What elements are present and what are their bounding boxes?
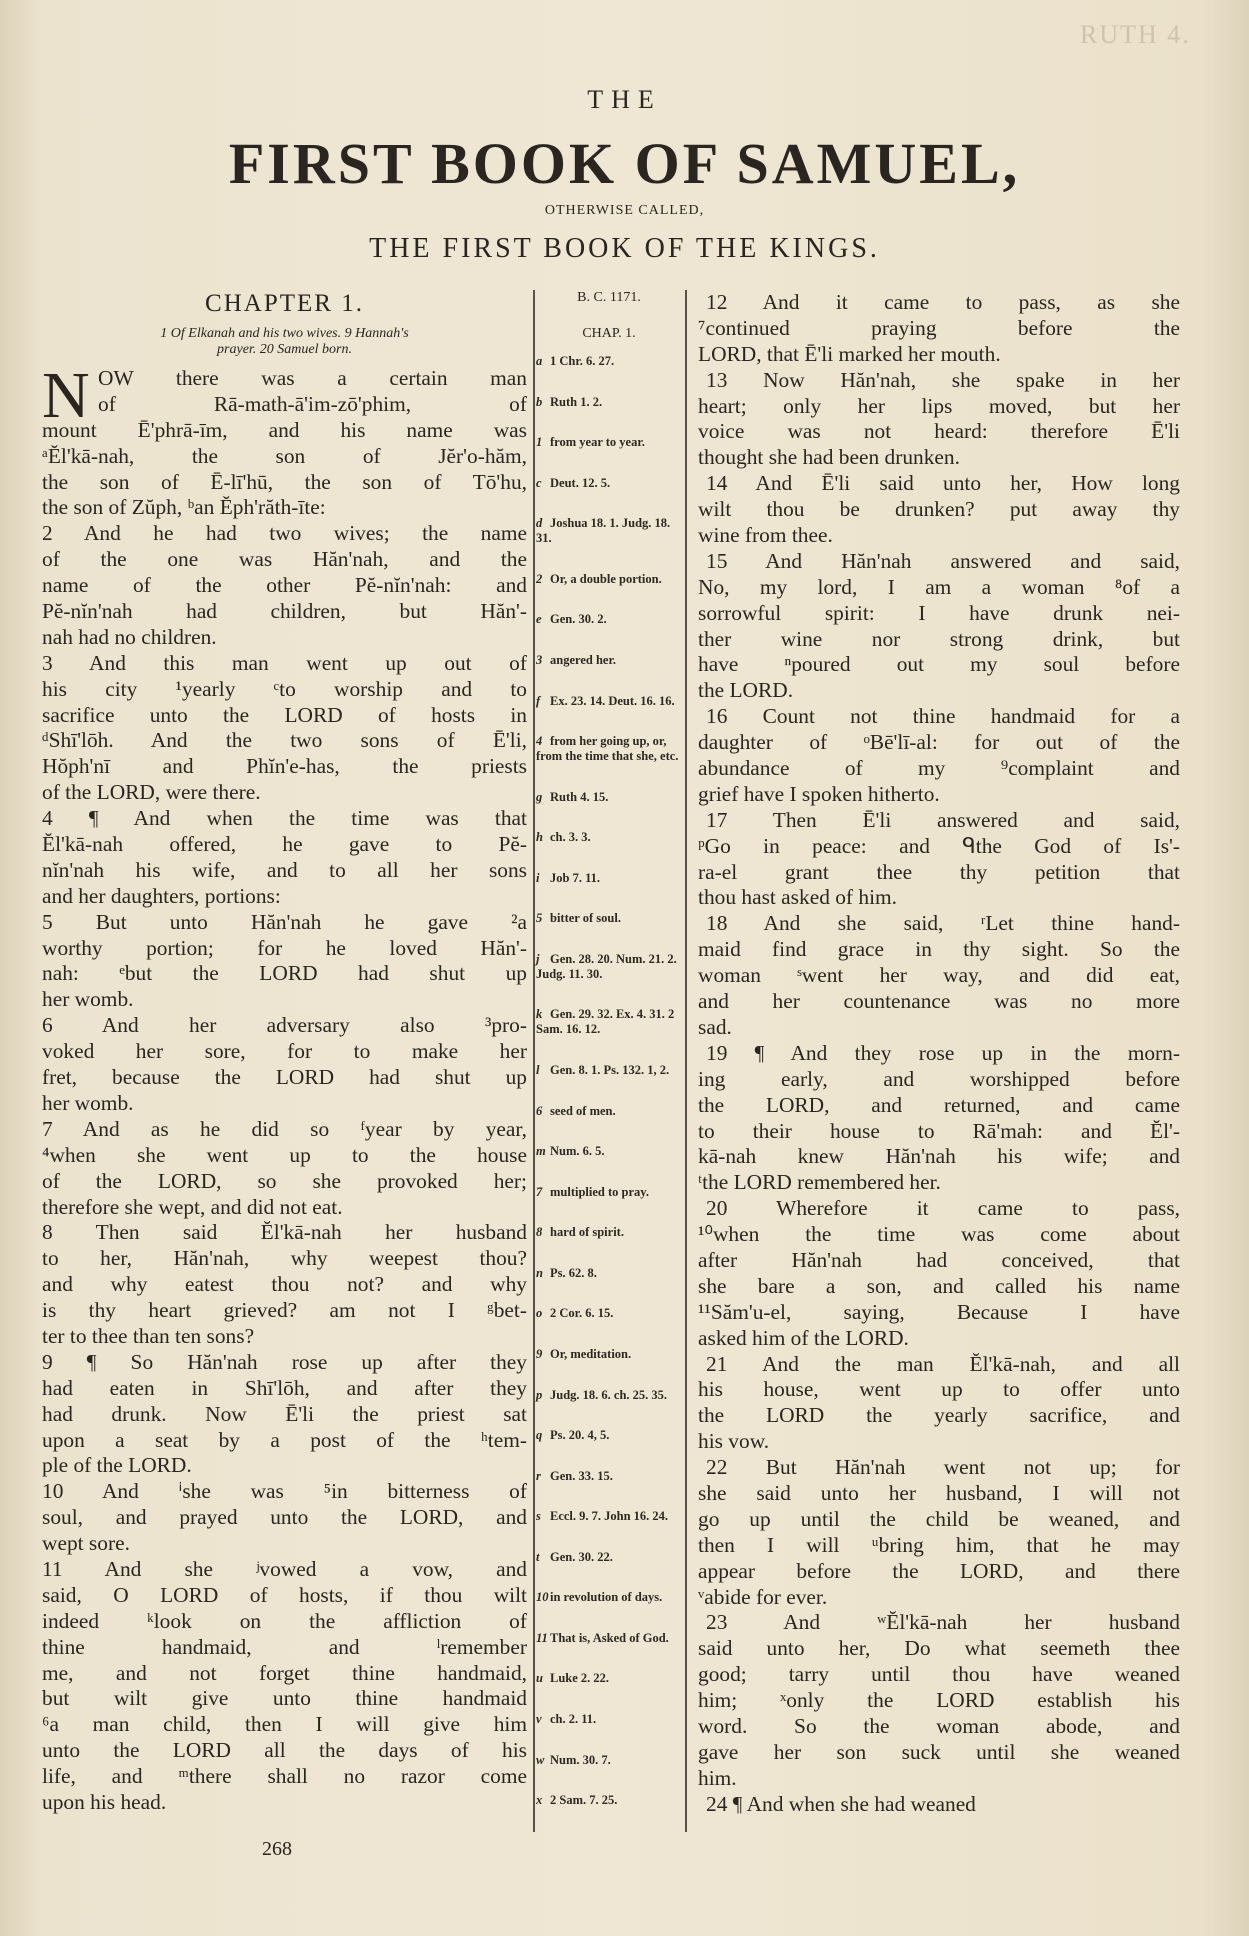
verse-line: voice was not heard: therefore Ē'li — [698, 419, 1180, 444]
verse-line: ¹¹Săm'u-el, saying, Because I have — [698, 1299, 1180, 1324]
verse-line: thou hast asked of him. — [698, 885, 898, 910]
reference-text: Gen. 33. 15. — [550, 1468, 613, 1483]
margin-reference — [536, 1671, 682, 1686]
reference-text: Gen. 28. 20. Num. 21. 2. Judg. 11. 30. — [536, 951, 677, 981]
verse-line: maid find grace in thy sight. So the — [698, 937, 1180, 962]
verse-line: No, my lord, I am a woman ⁸of a — [698, 574, 1180, 599]
verse-line: sad. — [698, 1014, 732, 1039]
header-otherwise: OTHERWISE CALLED, — [544, 203, 705, 218]
verse-line: word. So the woman abode, and — [698, 1713, 1180, 1738]
verse-line: sorrowful spirit: I have drunk nei- — [698, 600, 1180, 625]
reference-marker: q — [536, 1428, 543, 1443]
verse-line: ᵖGo in peace: and ᑫthe God of Is'- — [698, 833, 1180, 858]
reference-text: Gen. 30. 22. — [550, 1549, 613, 1564]
verse-line: woman ˢwent her way, and did eat, — [698, 963, 1180, 988]
margin-reference — [536, 1793, 682, 1808]
reference-text: Deut. 12. 5. — [550, 475, 611, 490]
verse-line: nah had no children. — [42, 624, 217, 649]
reference-marker: 10 — [536, 1590, 549, 1605]
verse-line: nah: ᵉbut the LORD had shut up — [42, 961, 527, 986]
reference-text: Eccl. 9. 7. John 16. 24. — [550, 1509, 669, 1524]
margin-reference — [536, 1007, 682, 1037]
reference-marker: r — [536, 1468, 541, 1483]
verse-line: and why eatest thou not? and why — [42, 1272, 527, 1297]
reference-marker: p — [536, 1387, 543, 1402]
verse-line: then I will ᵘbring him, that he may — [698, 1532, 1180, 1557]
reference-text: Ruth 1. 2. — [550, 394, 603, 409]
margin-reference — [536, 911, 682, 926]
reference-text: Num. 6. 5. — [550, 1144, 605, 1159]
verse-line: the son of Ē-lī'hū, the son of Tō'hu, — [42, 469, 527, 494]
reference-text: bitter of soul. — [550, 911, 621, 926]
margin-reference — [536, 395, 682, 410]
verse-line: the LORD, and returned, and came — [698, 1092, 1180, 1117]
verse-line: of the one was Hăn'nah, and the — [42, 547, 527, 572]
verse-line: wilt thou be drunken? put away thy — [698, 497, 1180, 522]
reference-marker: f — [536, 693, 541, 708]
verse-line: name of the other Pĕ-nĭn'nah: and — [42, 573, 527, 598]
verse-line: daughter of ᵒBē'lī-al: for out of the — [698, 730, 1180, 755]
verse-line: said, O LORD of hosts, if thou wilt — [42, 1582, 527, 1607]
verse-line: 3 And this man went up out of — [42, 650, 527, 675]
margin-reference — [536, 1063, 682, 1078]
verse-line: nĭn'nah his wife, and to all her sons — [42, 857, 527, 882]
margin-reference — [536, 435, 682, 450]
reference-text: Or, meditation. — [550, 1346, 632, 1361]
left-column — [42, 290, 527, 1816]
reference-marker: c — [536, 475, 542, 490]
margin-reference — [536, 476, 682, 491]
reference-text: Gen. 29. 32. Ex. 4. 31. 2 Sam. 16. 12. — [536, 1007, 675, 1037]
verse-line: 14 And Ē'li said unto her, How long — [706, 471, 1180, 496]
reference-text: multiplied to pray. — [550, 1184, 649, 1199]
verse-line: 5 But unto Hăn'nah he gave ²a — [42, 909, 527, 934]
verse-line: wept sore. — [42, 1531, 130, 1556]
verse-line: soul, and prayed unto the LORD, and — [42, 1505, 527, 1530]
reference-marker: 5 — [536, 911, 543, 926]
margin-reference — [536, 694, 682, 709]
verse-line: his city ¹yearly ᶜto worship and to — [42, 676, 527, 701]
drop-cap: N — [42, 359, 90, 432]
reference-marker: 7 — [536, 1184, 543, 1199]
reference-text: hard of spirit. — [550, 1225, 624, 1240]
verse-line: her womb. — [42, 1090, 134, 1115]
reference-marker: s — [536, 1509, 541, 1524]
reference-text: That is, Asked of God. — [550, 1630, 669, 1645]
verse-line: 4 ¶ And when the time was that — [42, 806, 527, 831]
reference-marker: 3 — [536, 652, 543, 667]
verse-line: 19 ¶ And they rose up in the morn- — [706, 1040, 1180, 1065]
margin-reference — [536, 1347, 682, 1362]
verse-line: 18 And she said, ʳLet thine hand- — [706, 911, 1180, 936]
verse-line: his vow. — [698, 1429, 770, 1454]
verse-line: ᵗthe LORD remembered her. — [698, 1170, 941, 1195]
verse-line: had drunk. Now Ē'li the priest sat — [42, 1401, 527, 1426]
margin-reference — [536, 1631, 682, 1646]
verse-line: fret, because the LORD had shut up — [42, 1065, 527, 1090]
margin-reference — [536, 1185, 682, 1200]
verse-line: the LORD. — [698, 678, 794, 703]
verse-line: 10 And ⁱshe was ⁵in bitterness of — [42, 1479, 527, 1504]
book-subtitle: THE FIRST BOOK OF THE KINGS. — [369, 233, 880, 264]
verse-line: 6 And her adversary also ³pro- — [42, 1013, 527, 1038]
verse-line: had eaten in Shī'lōh, and after they — [42, 1375, 527, 1400]
verse-line: 23 And ʷĔl'kā-nah her husband — [706, 1610, 1180, 1635]
margin-reference — [536, 1306, 682, 1321]
reference-text: in revolution of days. — [550, 1590, 663, 1605]
reference-marker: b — [536, 394, 543, 409]
verse-line: OW there was a certain man — [98, 366, 527, 390]
verse-line: thine handmaid, and ˡremember — [42, 1634, 527, 1659]
verse-line: 21 And the man Ĕl'kā-nah, and all — [706, 1351, 1180, 1376]
reference-marker: l — [536, 1063, 540, 1077]
verse-line: ¹⁰when the time was come about — [698, 1222, 1180, 1247]
chapter-summary — [42, 326, 527, 358]
margin-reference — [536, 354, 682, 369]
verse-line: after Hăn'nah had conceived, that — [698, 1247, 1180, 1272]
verse-line: her womb. — [42, 987, 134, 1012]
verse-line: asked him of the LORD. — [698, 1325, 909, 1350]
reference-text: Job 7. 11. — [550, 870, 601, 885]
header-the: THE — [587, 85, 662, 114]
reference-marker: i — [536, 870, 540, 885]
reference-text: angered her. — [550, 652, 616, 667]
verse-line: the LORD the yearly sacrifice, and — [698, 1403, 1180, 1428]
verse-line: wine from thee. — [698, 523, 833, 548]
margin-reference — [536, 830, 682, 845]
verse-line: and her countenance was no more — [698, 989, 1180, 1014]
reference-text: Num. 30. 7. — [550, 1752, 611, 1767]
margin-reference — [536, 1388, 682, 1403]
verse-line: upon his head. — [42, 1789, 167, 1814]
verse-line: life, and ᵐthere shall no razor come — [42, 1764, 527, 1789]
reference-marker: a — [536, 354, 543, 368]
verse-line: abundance of my ⁹complaint and — [698, 756, 1180, 781]
verse-line: but wilt give unto thine handmaid — [42, 1686, 527, 1711]
reference-text: Gen. 30. 2. — [550, 612, 607, 627]
margin-reference — [536, 1144, 682, 1159]
verse-line: ⁴when she went up to the house — [42, 1142, 527, 1167]
margin-reference — [536, 790, 682, 805]
margin-reference — [536, 572, 682, 587]
verse-line: heart; only her lips moved, but her — [698, 393, 1180, 418]
verse-line: his house, went up to offer unto — [698, 1377, 1180, 1402]
right-column — [698, 290, 1180, 1818]
reference-text: Ex. 23. 14. Deut. 16. 16. — [550, 693, 675, 708]
reference-marker: w — [536, 1752, 545, 1767]
verse-line: me, and not forget thine handmaid, — [42, 1660, 527, 1685]
margin-reference — [536, 1753, 682, 1768]
verse-line: thought she had been drunken. — [698, 445, 960, 470]
chapter-heading: CHAPTER 1. — [205, 290, 364, 317]
reference-marker: k — [536, 1007, 543, 1022]
verse-line: 2 And he had two wives; the name — [42, 521, 527, 546]
verse-line: 8 Then said Ĕl'kā-nah her husband — [42, 1220, 527, 1245]
reference-marker: 1 — [536, 435, 543, 450]
verse-line: ⁶a man child, then I will give him — [42, 1712, 527, 1737]
column-rule-left — [533, 290, 535, 1832]
verse-line: 20 Wherefore it came to pass, — [706, 1196, 1180, 1221]
reference-text: 2 Cor. 6. 15. — [550, 1306, 614, 1321]
verse-line: 15 And Hăn'nah answered and said, — [706, 548, 1180, 573]
margin-reference — [536, 871, 682, 886]
reference-marker: u — [536, 1671, 543, 1686]
verse-line: ᵈShī'lōh. And the two sons of Ē'li, — [42, 728, 527, 753]
verse-line: unto the LORD all the days of his — [42, 1738, 527, 1763]
reference-text: from year to year. — [550, 435, 645, 450]
reference-text: Judg. 18. 6. ch. 25. 35. — [550, 1387, 668, 1402]
verse-line: she bare a son, and called his name — [698, 1273, 1180, 1298]
margin-reference — [536, 1266, 682, 1281]
verse-line: ple of the LORD. — [42, 1453, 192, 1478]
reference-marker: 6 — [536, 1103, 543, 1118]
reference-marker: 11 — [536, 1630, 548, 1645]
margin-reference — [536, 1225, 682, 1240]
reference-text: Or, a double portion. — [550, 571, 662, 586]
verse-line: mount Ē'phrā-īm, and his name was — [42, 417, 527, 442]
verse-line: said unto her, Do what seemeth thee — [698, 1636, 1180, 1661]
reference-marker: h — [536, 830, 543, 845]
reference-text: Ps. 20. 4, 5. — [550, 1428, 610, 1443]
verse-line: him; ˣonly the LORD establish his — [698, 1688, 1180, 1713]
verse-line: appear before the LORD, and there — [698, 1558, 1180, 1583]
verse-line: 16 Count not thine handmaid for a — [706, 704, 1180, 729]
reference-marker: 2 — [536, 571, 543, 586]
book-title: FIRST BOOK OF SAMUEL, — [228, 131, 1021, 196]
verse-line: Ĕl'kā-nah offered, he gave to Pĕ- — [42, 832, 527, 857]
margin-reference — [536, 1712, 682, 1727]
chapter-summary-line: prayer. 20 Samuel born. — [217, 342, 352, 357]
reference-marker: g — [536, 789, 543, 804]
verse-line: kā-nah knew Hăn'nah his wife; and — [698, 1144, 1180, 1169]
verse-line: ra-el grant thee thy petition that — [698, 859, 1180, 884]
margin-reference — [536, 653, 682, 668]
margin-date: B. C. 1171. — [577, 290, 641, 305]
verse-line: she said unto her husband, I will not — [698, 1480, 1180, 1505]
reference-text: Ps. 62. 8. — [550, 1265, 597, 1280]
reference-marker: v — [536, 1712, 542, 1726]
verse-line: 12 And it came to pass, as she — [706, 290, 1180, 314]
margin-reference — [536, 734, 682, 764]
verse-line: ᵃĔl'kā-nah, the son of Jĕr'o-hăm, — [42, 443, 527, 468]
verse-line: therefore she wept, and did not eat. — [42, 1194, 343, 1219]
page-number: 268 — [262, 1838, 292, 1860]
reference-marker: x — [536, 1793, 543, 1808]
verse-line: 13 Now Hăn'nah, she spake in her — [706, 367, 1180, 392]
verse-line: 11 And she ʲvowed a vow, and — [42, 1556, 527, 1581]
verse-line: ᵛabide for ever. — [698, 1584, 828, 1609]
margin-references — [536, 290, 682, 1834]
verse-line: ther wine nor strong drink, but — [698, 626, 1180, 651]
verse-line: sacrifice unto the LORD of hosts in — [42, 702, 527, 727]
verse-line: good; tarry until thou have weaned — [698, 1662, 1180, 1687]
reference-text: seed of men. — [550, 1103, 616, 1118]
chapter-summary-line: 1 Of Elkanah and his two wives. 9 Hannah's — [160, 326, 409, 341]
margin-reference — [536, 1590, 682, 1605]
verse-text-left — [42, 359, 527, 1816]
reference-marker: e — [536, 612, 542, 627]
reference-text: 1 Chr. 6. 27. — [550, 354, 615, 368]
verse-line: 24 ¶ And when she had weaned — [706, 1791, 976, 1816]
verse-line: is thy heart grieved? am not I ᵍbet- — [42, 1298, 527, 1323]
margin-reference — [536, 952, 682, 982]
verse-line: him. — [698, 1765, 737, 1790]
verse-line: the son of Zŭph, ᵇan Ĕph'răth-īte: — [42, 495, 326, 520]
verse-line: of Rā-math-ā'im-zō'phim, of — [98, 391, 527, 416]
verse-line: LORD, that Ē'li marked her mouth. — [698, 341, 1001, 366]
reference-marker: 9 — [536, 1346, 543, 1361]
reference-text: ch. 3. 3. — [550, 830, 591, 845]
reference-marker: o — [536, 1306, 543, 1321]
reference-marker: 4 — [536, 734, 543, 749]
verse-line: ⁷continued praying before the — [698, 315, 1180, 340]
reference-marker: 8 — [536, 1225, 543, 1240]
verse-line: Hŏph'nī and Phĭn'e-has, the priests — [42, 754, 527, 779]
verse-line: 17 Then Ē'li answered and said, — [706, 807, 1180, 832]
reference-text: Joshua 18. 1. Judg. 18. 31. — [536, 516, 671, 546]
reference-text: ch. 2. 11. — [550, 1712, 597, 1726]
reference-text: Gen. 8. 1. Ps. 132. 1, 2. — [550, 1063, 670, 1077]
verse-line: indeed ᵏlook on the affliction of — [42, 1608, 527, 1633]
verse-line: grief have I spoken hitherto. — [698, 781, 940, 806]
margin-reference — [536, 516, 682, 546]
reference-text: Luke 2. 22. — [550, 1671, 610, 1686]
margin-reference — [536, 1104, 682, 1119]
verse-line: voked her sore, for to make her — [42, 1039, 527, 1064]
verse-line: have ⁿpoured out my soul before — [698, 652, 1180, 677]
reference-marker: j — [536, 951, 540, 966]
margin-reference — [536, 612, 682, 627]
margin-chapter: CHAP. 1. — [582, 326, 636, 341]
reference-text: 2 Sam. 7. 25. — [550, 1793, 618, 1808]
verse-line: to her, Hăn'nah, why weepest thou? — [42, 1246, 527, 1271]
verse-line: worthy portion; for he loved Hăn'- — [42, 935, 527, 960]
verse-line: ing early, and worshipped before — [698, 1066, 1180, 1091]
show-through-header: RUTH 4. — [1080, 20, 1191, 49]
verse-line: of the LORD, were there. — [42, 780, 261, 805]
column-rule-right — [685, 290, 687, 1832]
verse-line: ter to thee than ten sons? — [42, 1323, 255, 1348]
margin-reference — [536, 1509, 682, 1524]
margin-reference — [536, 1550, 682, 1565]
verse-line: to their house to Rā'mah: and Ĕl'- — [698, 1118, 1180, 1143]
verse-line: gave her son suck until she weaned — [698, 1739, 1180, 1764]
verse-line: 22 But Hăn'nah went not up; for — [706, 1455, 1180, 1480]
verse-line: 7 And as he did so ᶠyear by year, — [42, 1116, 527, 1141]
reference-text: Ruth 4. 15. — [550, 789, 609, 804]
margin-reference — [536, 1428, 682, 1443]
verse-line: Pĕ-nĭn'nah had children, but Hăn'- — [42, 599, 527, 624]
verse-line: go up until the child be weaned, and — [698, 1506, 1180, 1531]
reference-marker: m — [536, 1144, 546, 1159]
reference-marker: n — [536, 1265, 543, 1280]
reference-text: from her going up, or, from the time that she, etc. — [536, 734, 679, 764]
margin-reference — [536, 1469, 682, 1484]
verse-line: and her daughters, portions: — [42, 883, 281, 908]
verse-line: 9 ¶ So Hăn'nah rose up after they — [42, 1349, 527, 1374]
verse-line: of the LORD, so she provoked her; — [42, 1168, 527, 1193]
verse-line: upon a seat by a post of the ʰtem- — [42, 1427, 527, 1452]
reference-marker: d — [536, 516, 543, 531]
reference-marker: t — [536, 1549, 540, 1564]
